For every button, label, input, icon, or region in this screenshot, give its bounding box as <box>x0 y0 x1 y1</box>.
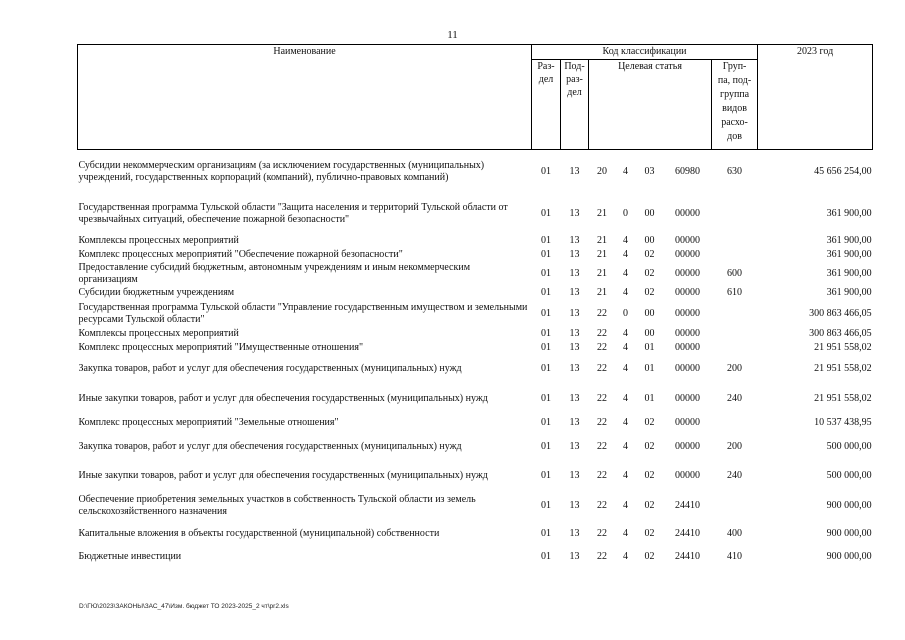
row-podrazdel: 13 <box>569 341 580 353</box>
row-code-subprogram: 00 <box>644 234 655 246</box>
row-code-program: 22 <box>597 416 607 428</box>
table-body <box>78 150 873 568</box>
row-code-program: 22 <box>597 341 607 353</box>
row-amount: 300 863 466,05 <box>809 327 872 339</box>
table-row <box>78 462 873 490</box>
row-name: Комплекс процессных мероприятий "Обеспечение пожарной безопасности" <box>78 248 403 260</box>
row-razdel: 01 <box>541 341 551 353</box>
row-amount: 10 537 438,95 <box>814 416 872 428</box>
row-expense-group: 240 <box>727 392 743 404</box>
table-row <box>78 414 873 432</box>
table-row <box>78 522 873 546</box>
header-year: 2023 год <box>758 45 873 150</box>
row-code-direction: 00000 <box>675 234 700 246</box>
table-row <box>78 546 873 568</box>
row-code-program: 22 <box>597 550 607 562</box>
row-name: Комплекс процессных мероприятий "Земельные отношения" <box>78 416 339 428</box>
row-podrazdel: 13 <box>569 327 580 339</box>
row-razdel: 01 <box>541 363 551 374</box>
row-name: Комплексы процессных мероприятий <box>78 234 239 246</box>
row-code-direction: 00000 <box>675 287 700 298</box>
header-group: Груп- па, под- группа видов расхо- дов <box>712 60 758 150</box>
row-name: Бюджетные инвестиции <box>78 550 182 562</box>
row-expense-group <box>712 194 758 234</box>
row-expense-group <box>712 234 758 248</box>
row-expense-group: 630 <box>727 165 743 177</box>
row-name: Капитальные вложения в объекты государственной (муниципальной) собственности <box>78 527 440 539</box>
row-code-program: 20 <box>597 165 607 177</box>
row-podrazdel: 13 <box>569 307 580 319</box>
table-row <box>78 150 873 194</box>
row-code-direction: 00000 <box>675 207 700 219</box>
row-razdel: 01 <box>541 416 551 428</box>
table-row <box>78 490 873 522</box>
row-name: Субсидии бюджетным учреждениям <box>78 287 235 298</box>
row-expense-group: 200 <box>727 440 743 452</box>
row-name: Иные закупки товаров, работ и услуг для обеспечения государственных (муниципальных) нужд <box>78 469 488 481</box>
row-code-type: 0 <box>623 307 628 319</box>
row-name: Закупка товаров, работ и услуг для обеспечения государственных (муниципальных) нужд <box>78 363 462 374</box>
row-name: Государственная программа Тульской области "Управление государственным имуществом и земельными ресурсами Тульской области" <box>78 301 528 325</box>
row-amount: 21 951 558,02 <box>814 341 872 353</box>
row-amount: 361 900,00 <box>826 248 872 260</box>
row-code-type: 4 <box>623 550 628 562</box>
row-name: Субсидии некоммерческим организациям (за исключением государственных (муниципальных) учреждений, государственных корпораций (компаний), публично-правовых компаний) <box>78 159 485 183</box>
row-podrazdel: 13 <box>569 267 580 279</box>
row-code-type: 4 <box>623 416 628 428</box>
row-podrazdel: 13 <box>569 527 580 539</box>
row-code-subprogram: 01 <box>644 392 655 404</box>
row-code-type: 4 <box>623 287 628 298</box>
row-amount: 21 951 558,02 <box>814 392 872 404</box>
row-code-program: 22 <box>597 363 607 374</box>
row-podrazdel: 13 <box>569 287 580 298</box>
row-razdel: 01 <box>541 207 551 219</box>
row-amount: 500 000,00 <box>826 440 872 452</box>
row-code-program: 21 <box>597 267 607 279</box>
row-amount: 45 656 254,00 <box>814 165 872 177</box>
page-number: 11 <box>447 29 458 41</box>
row-expense-group <box>712 248 758 262</box>
row-amount: 361 900,00 <box>826 267 872 279</box>
row-code-type: 4 <box>623 440 628 452</box>
row-expense-group: 400 <box>727 527 743 539</box>
row-code-subprogram: 02 <box>644 527 655 539</box>
row-expense-group <box>712 414 758 432</box>
row-podrazdel: 13 <box>569 207 580 219</box>
row-code-program: 21 <box>597 234 607 246</box>
row-code-subprogram: 01 <box>644 341 655 353</box>
row-code-type: 4 <box>623 363 628 374</box>
row-podrazdel: 13 <box>569 469 580 481</box>
row-amount: 900 000,00 <box>826 499 872 511</box>
row-code-type: 4 <box>623 392 628 404</box>
row-code-subprogram: 02 <box>644 499 655 511</box>
row-expense-group <box>712 301 758 327</box>
row-code-direction: 00000 <box>675 392 700 404</box>
row-razdel: 01 <box>541 527 551 539</box>
row-podrazdel: 13 <box>569 363 580 374</box>
row-code-type: 4 <box>623 341 628 353</box>
row-expense-group: 410 <box>727 550 743 562</box>
table-row <box>78 327 873 341</box>
row-podrazdel: 13 <box>569 499 580 511</box>
row-code-direction: 00000 <box>675 267 700 279</box>
row-code-subprogram: 01 <box>644 363 655 374</box>
header-name: Наименование <box>78 45 532 150</box>
row-name: Комплексы процессных мероприятий <box>78 327 239 339</box>
row-name: Обеспечение приобретения земельных участков в собственность Тульской области из земель сельскохозяйственного назначения <box>78 493 476 517</box>
row-code-program: 22 <box>597 499 607 511</box>
row-amount: 361 900,00 <box>826 234 872 246</box>
row-code-subprogram: 00 <box>644 327 655 339</box>
row-expense-group <box>712 341 758 355</box>
row-code-subprogram: 02 <box>644 550 655 562</box>
row-amount: 21 951 558,02 <box>814 363 872 374</box>
row-code-direction: 00000 <box>675 248 700 260</box>
row-razdel: 01 <box>541 392 551 404</box>
row-code-program: 22 <box>597 527 607 539</box>
row-name: Комплекс процессных мероприятий "Имущественные отношения" <box>78 341 364 353</box>
row-expense-group: 200 <box>727 363 743 374</box>
header-code-group: Код классификации <box>532 45 758 60</box>
row-code-program: 21 <box>597 248 607 260</box>
row-code-direction: 24410 <box>675 499 700 511</box>
row-amount: 361 900,00 <box>826 207 872 219</box>
table-row <box>78 248 873 262</box>
row-code-direction: 00000 <box>675 341 700 353</box>
row-podrazdel: 13 <box>569 165 580 177</box>
row-code-direction: 60980 <box>675 165 700 177</box>
row-amount: 900 000,00 <box>826 527 872 539</box>
row-code-direction: 00000 <box>675 327 700 339</box>
table-row <box>78 432 873 462</box>
row-code-type: 4 <box>623 527 628 539</box>
row-code-type: 4 <box>623 165 628 177</box>
row-razdel: 01 <box>541 165 551 177</box>
row-razdel: 01 <box>541 267 551 279</box>
row-expense-group <box>712 327 758 341</box>
row-code-type: 4 <box>623 469 628 481</box>
row-code-type: 4 <box>623 234 628 246</box>
row-code-direction: 00000 <box>675 363 700 374</box>
row-code-subprogram: 02 <box>644 440 655 452</box>
row-amount: 300 863 466,05 <box>809 307 872 319</box>
row-podrazdel: 13 <box>569 550 580 562</box>
row-code-direction: 00000 <box>675 416 700 428</box>
row-code-program: 22 <box>597 469 607 481</box>
row-code-direction: 00000 <box>675 307 700 319</box>
row-code-program: 22 <box>597 307 607 319</box>
row-expense-group: 600 <box>727 267 743 279</box>
table-row <box>78 262 873 286</box>
row-podrazdel: 13 <box>569 392 580 404</box>
row-code-program: 22 <box>597 440 607 452</box>
row-amount: 361 900,00 <box>826 287 872 298</box>
row-code-subprogram: 02 <box>644 267 655 279</box>
row-expense-group: 610 <box>727 287 743 298</box>
row-code-program: 21 <box>597 287 607 298</box>
row-code-program: 22 <box>597 327 607 339</box>
row-amount: 500 000,00 <box>826 469 872 481</box>
row-expense-group: 240 <box>727 469 743 481</box>
row-name: Предоставление субсидий бюджетным, автономным учреждениям и иным некоммерческим организациям <box>78 261 471 285</box>
row-code-subprogram: 00 <box>644 207 655 219</box>
row-name: Закупка товаров, работ и услуг для обеспечения государственных (муниципальных) нужд <box>78 440 462 452</box>
row-code-subprogram: 00 <box>644 307 655 319</box>
row-name: Иные закупки товаров, работ и услуг для обеспечения государственных (муниципальных) нужд <box>78 392 488 404</box>
row-amount: 900 000,00 <box>826 550 872 562</box>
table-row <box>78 355 873 384</box>
footer-file-path: D:\ГЮ\2023\ЗАКОНЫ\ЗАС_47\Изм. бюджет ТО 2023-2025_2 чт\pr2.xls <box>79 603 289 610</box>
row-code-subprogram: 03 <box>644 165 655 177</box>
row-razdel: 01 <box>541 327 551 339</box>
row-code-direction: 00000 <box>675 469 700 481</box>
table-row <box>78 384 873 414</box>
row-code-type: 0 <box>623 207 628 219</box>
budget-table <box>77 44 873 568</box>
header-target-article: Целевая статья <box>589 60 712 150</box>
row-code-subprogram: 02 <box>644 469 655 481</box>
row-code-subprogram: 02 <box>644 416 655 428</box>
row-code-program: 22 <box>597 392 607 404</box>
row-razdel: 01 <box>541 550 551 562</box>
row-razdel: 01 <box>541 307 551 319</box>
row-razdel: 01 <box>541 440 551 452</box>
header-razdel: Раз- дел <box>532 60 561 150</box>
row-podrazdel: 13 <box>569 440 580 452</box>
row-code-program: 21 <box>597 207 607 219</box>
row-code-direction: 24410 <box>675 550 700 562</box>
table-row <box>78 341 873 355</box>
row-podrazdel: 13 <box>569 248 580 260</box>
row-podrazdel: 13 <box>569 234 580 246</box>
row-code-type: 4 <box>623 327 628 339</box>
row-code-subprogram: 02 <box>644 248 655 260</box>
row-name: Государственная программа Тульской области "Защита населения и территорий Тульской области от чрезвычайных ситуаций, обеспечение пожарной безопасности" <box>78 201 508 225</box>
row-code-type: 4 <box>623 248 628 260</box>
row-podrazdel: 13 <box>569 416 580 428</box>
row-code-subprogram: 02 <box>644 287 655 298</box>
header-podrazdel: Под- раз- дел <box>561 60 589 150</box>
row-razdel: 01 <box>541 469 551 481</box>
row-code-type: 4 <box>623 267 628 279</box>
table-row <box>78 301 873 327</box>
table-row <box>78 234 873 248</box>
row-razdel: 01 <box>541 287 551 298</box>
row-code-direction: 00000 <box>675 440 700 452</box>
row-razdel: 01 <box>541 248 551 260</box>
row-expense-group <box>712 490 758 522</box>
table-row <box>78 194 873 234</box>
row-razdel: 01 <box>541 234 551 246</box>
table-row <box>78 286 873 301</box>
row-code-direction: 24410 <box>675 527 700 539</box>
row-code-type: 4 <box>623 499 628 511</box>
row-razdel: 01 <box>541 499 551 511</box>
